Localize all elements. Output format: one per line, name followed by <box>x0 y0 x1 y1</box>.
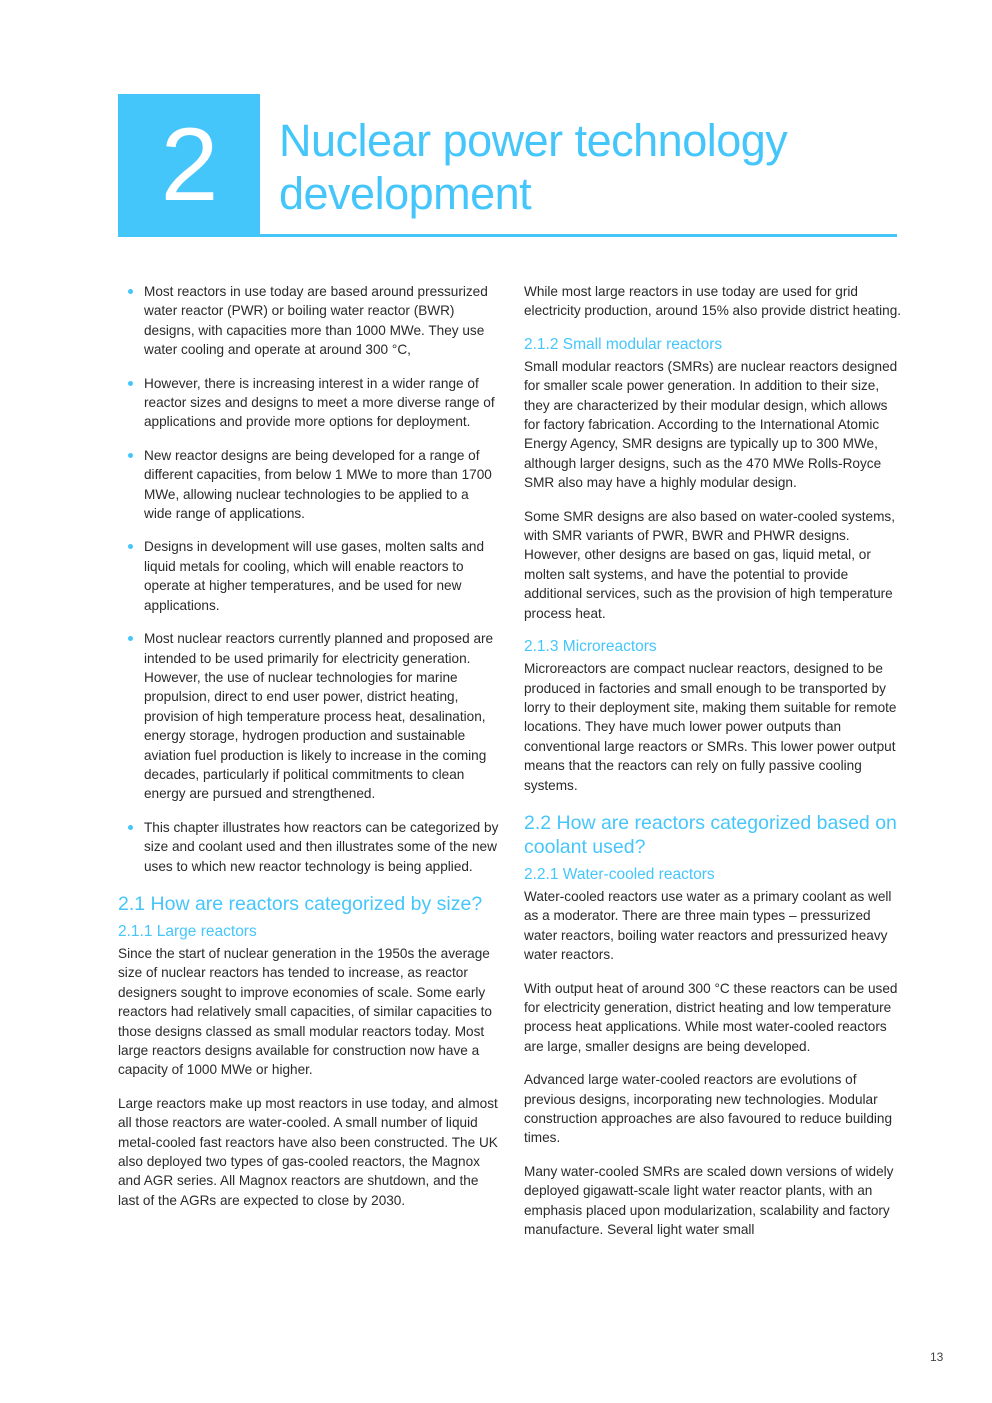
bullet-text: Most reactors in use today are based around pressurized water reactor (PWR) or boiling water reactor (BWR) designs, with capacities more than 1000 MWe. They use water cooling and operate at around 300 °C, <box>144 284 488 358</box>
paragraph: Water-cooled reactors use water as a primary coolant as well as a moderator. There are three main types – pressurized water reactors, boiling water reactors and pressurized heavy water reactors. <box>524 888 892 963</box>
paragraph: With output heat of around 300 °C these reactors can be used for electricity generation, district heating and low temperature process heat applications. While most water-cooled reactors are large, smaller designs are being developed. <box>524 980 898 1054</box>
paragraph: Many water-cooled SMRs are scaled down versions of widely deployed gigawatt-scale light water reactor plants, with an emphasis placed upon modularization, scalability and factory manufacture. Several light water small <box>524 1163 894 1238</box>
bullet-item <box>118 446 500 524</box>
bullet-dot-icon <box>128 544 133 549</box>
intro-bullet-list <box>118 282 500 876</box>
bullet-item <box>118 818 500 876</box>
bullet-item <box>118 282 500 360</box>
bullet-dot-icon <box>128 381 133 386</box>
bullet-dot-icon <box>128 636 133 641</box>
paragraph: Large reactors make up most reactors in use today, and almost all those reactors are water-cooled. A small number of liquid metal-cooled fast reactors have also been constructed. The UK also deployed two types of gas-cooled reactors, the Magnox and AGR series. All Magnox reactors are shutdown, and the last of the AGRs are expected to close by 2030. <box>118 1095 498 1208</box>
subsection-heading-2-2-1: 2.2.1 Water-cooled reactors <box>524 865 715 883</box>
paragraph: Since the start of nuclear generation in the 1950s the average size of nuclear reactors has tended to increase, as reactor designers sought to improve economies of scale. Some early reactors had relatively small capacities, of similar capacities to those designs classed as small modular reactors today. Most large reactors designs available for construction now have a capacity of 1000 MWe or higher. <box>118 945 492 1078</box>
paragraph: Microreactors are compact nuclear reactors, designed to be produced in factories and small enough to be transported by lorry to their deployment site, making them suitable for remote locations. They have much lower power outputs than conventional large reactors or SMRs. This lower power output means that the reactors can rely on fully passive cooling systems. <box>524 661 897 793</box>
section-heading-2-2: 2.2 How are reactors categorized based on coolant used? <box>524 811 897 858</box>
bullet-text: This chapter illustrates how reactors can be categorized by size and coolant used and then illustrates some of the new uses to which new reactor technology is being applied. <box>144 819 499 874</box>
bullet-item <box>118 374 500 432</box>
bullet-dot-icon <box>128 453 133 458</box>
section-heading-2-1: 2.1 How are reactors categorized by size? <box>118 892 483 915</box>
paragraph: While most large reactors in use today are used for grid electricity production, around 15% also provide district heating. <box>524 284 902 319</box>
left-column <box>118 282 500 1224</box>
chapter-title-underline <box>260 234 897 237</box>
bullet-item <box>118 629 500 804</box>
bullet-text: Designs in development will use gases, molten salts and liquid metals for cooling, which will enable reactors to operate at higher temperatures, and be used for new applications. <box>144 539 485 613</box>
bullet-dot-icon <box>128 289 133 294</box>
chapter-number: 2 <box>160 107 218 223</box>
bullet-text: Most nuclear reactors currently planned and proposed are intended to be used primarily for electricity generation. However, the use of nuclear technologies for marine propulsion, direct to end user power, district heating, provision of high temperature process heat, desalination, energy storage, hydrogen production and sustainable aviation fuel production is likely to increase in the coming decades, particularly if political commitments to clean energy are pursued and strengthened. <box>144 631 494 802</box>
paragraph: Small modular reactors (SMRs) are nuclear reactors designed for smaller scale power generation. In addition to their size, they are characterized by their modular design, which allows for factory fabrication. According to the International Atomic Energy Agency, SMR designs are typically up to 300 MWe, although larger designs, such as the 470 MWe Rolls-Royce SMR also may have a highly modular design. <box>524 358 898 491</box>
subsection-heading-2-1-1: 2.1.1 Large reactors <box>118 922 257 940</box>
paragraph: Advanced large water-cooled reactors are evolutions of previous designs, incorporating new technologies. Modular construction approaches are also favoured to reduce building times. <box>524 1072 893 1146</box>
paragraph: Some SMR designs are also based on water-cooled systems, with SMR variants of PWR, BWR and PHWR designs. However, other designs are based on gas, liquid metal, or molten salt systems, and have the potential to provide additional services, such as the provision of high temperature process heat. <box>524 508 895 621</box>
right-column <box>524 282 904 1253</box>
chapter-number-box <box>118 94 260 237</box>
bullet-text: New reactor designs are being developed for a range of different capacities, from below 1 MWe to more than 1700 MWe, allowing nuclear technologies to be applied to a wide range of applications. <box>144 447 492 522</box>
bullet-item <box>118 537 500 615</box>
subsection-heading-2-1-3: 2.1.3 Microreactors <box>524 638 657 656</box>
chapter-title: Nuclear power technology development <box>279 115 788 219</box>
subsection-heading-2-1-2: 2.1.2 Small modular reactors <box>524 335 723 353</box>
bullet-text: However, there is increasing interest in a wider range of reactor sizes and designs to meet a more diverse range of applications and provide more options for deployment. <box>144 375 495 430</box>
page-number: 13 <box>930 1350 944 1364</box>
bullet-dot-icon <box>128 825 133 830</box>
